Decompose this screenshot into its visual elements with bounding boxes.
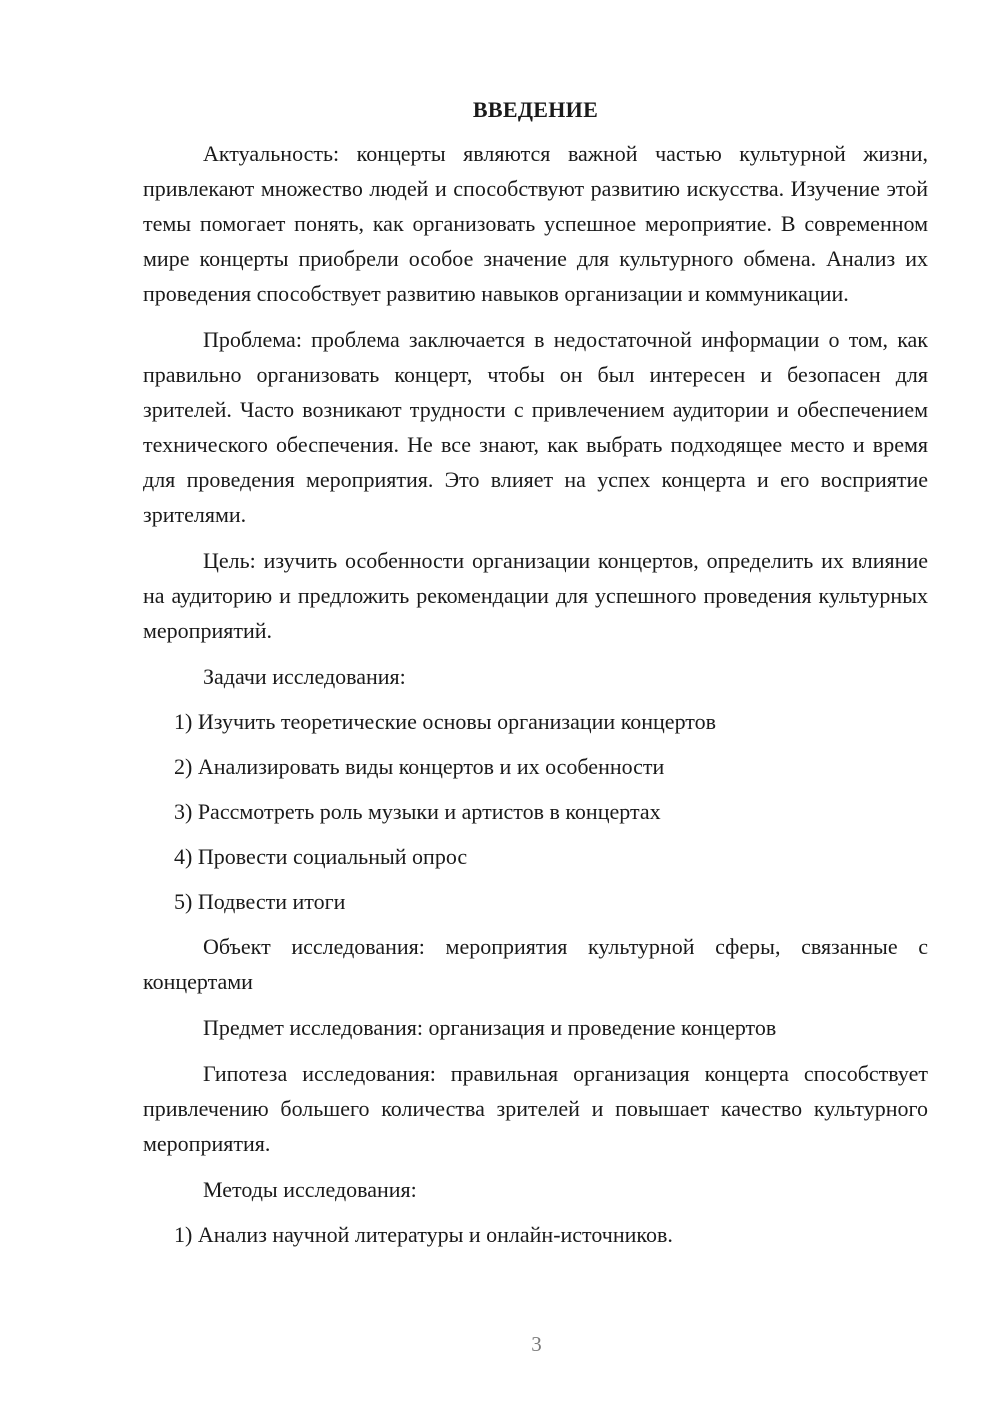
methods-list <box>143 1217 928 1252</box>
task-item: 5) Подвести итоги <box>174 889 346 914</box>
task-item: 3) Рассмотреть роль музыки и артистов в концертах <box>174 799 661 824</box>
section-title: ВВЕДЕНИЕ <box>472 97 599 122</box>
methods-heading: Методы исследования: <box>203 1177 417 1202</box>
document-page <box>143 94 928 1252</box>
goal-paragraph: Цель: изучить особенности организации концертов, определить их влияние на аудиторию и предложить рекомендации для успешного проведения культурных мероприятий. <box>143 548 928 643</box>
task-item: 4) Провести социальный опрос <box>174 844 468 869</box>
subject-paragraph: Предмет исследования: организация и проведение концертов <box>203 1015 777 1040</box>
problem-paragraph: Проблема: проблема заключается в недостаточной информации о том, как правильно организовать концерт, чтобы он был интересен и безопасен для зрителей. Часто возникают трудности с привлечением аудитории и обеспечением технического обеспечения. Не все знают, как выбрать подходящее место и время для проведения мероприятия. Это влияет на успех концерта и его восприятие зрителями. <box>143 327 928 527</box>
hypothesis-paragraph: Гипотеза исследования: правильная организация концерта способствует привлечению большего количества зрителей и повышает качество культурного мероприятия. <box>143 1061 928 1156</box>
method-item: 1) Анализ научной литературы и онлайн-источников. <box>174 1222 673 1247</box>
task-item: 1) Изучить теоретические основы организации концертов <box>174 709 716 734</box>
page-number: 3 <box>531 1332 542 1356</box>
tasks-list <box>143 704 928 919</box>
task-item: 2) Анализировать виды концертов и их особенности <box>174 754 665 779</box>
tasks-heading: Задачи исследования: <box>203 664 406 689</box>
object-paragraph: Объект исследования: мероприятия культурной сферы, связанные с концертами <box>143 934 928 994</box>
relevance-paragraph: Актуальность: концерты являются важной частью культурной жизни, привлекают множество людей и способствуют развитию искусства. Изучение этой темы помогает понять, как организовать успешное мероприятие. В современном мире концерты приобрели особое значение для культурного обмена. Анализ их проведения способствует развитию навыков организации и коммуникации. <box>143 141 928 306</box>
